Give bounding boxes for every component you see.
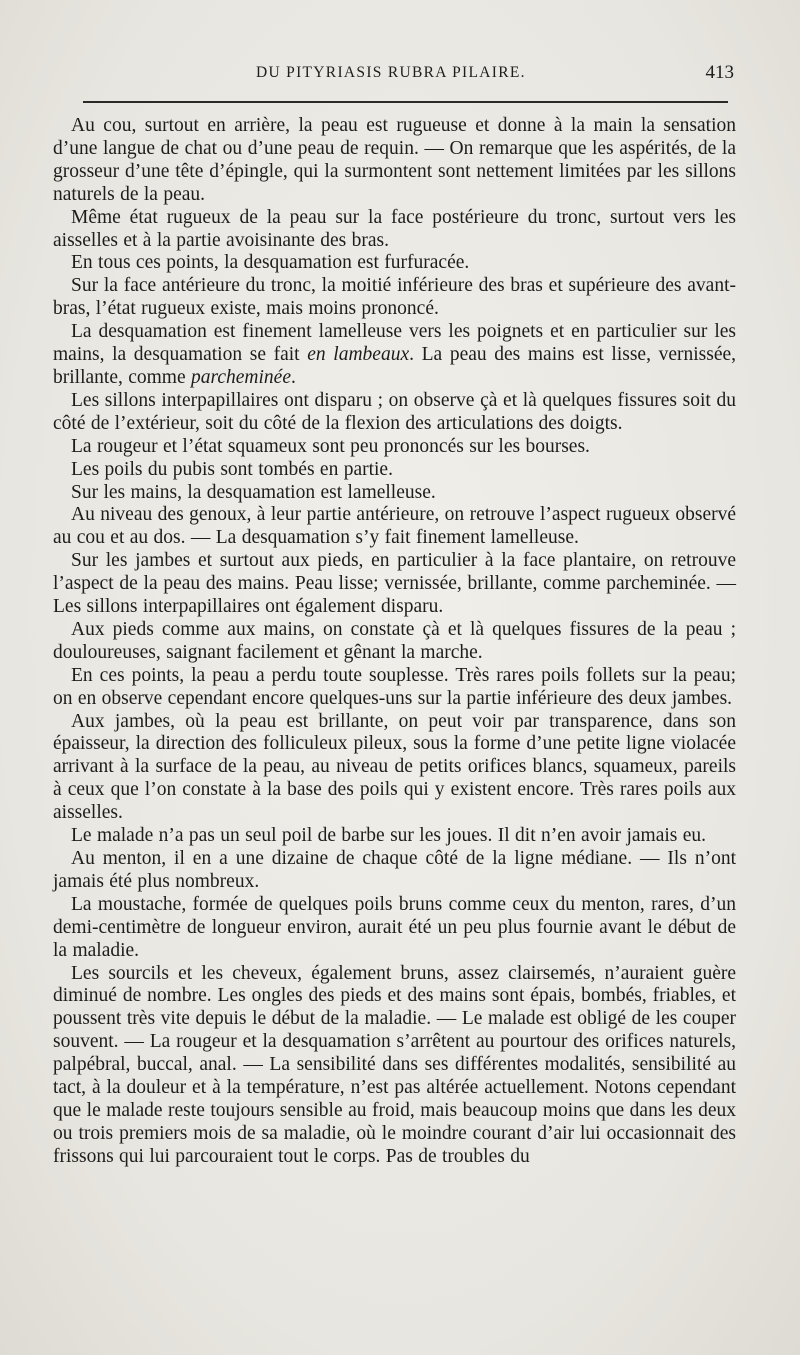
body-text <box>53 115 736 1169</box>
paragraph <box>53 275 736 321</box>
paragraph-text: Au cou, surtout en arrière, la peau est rugueuse et donne à la main la sensation d’une langue de chat ou d’une peau de requin. — On remarque que les aspérités, de la grosseur d’une tête d’épingle, qui la surmontent sont nettement limitées par les sillons naturels de la peau. <box>53 115 736 205</box>
paragraph <box>53 894 736 963</box>
page-number: 413 <box>705 62 734 83</box>
paragraph-text: Sur les jambes et surtout aux pieds, en particulier à la face plantaire, on retrouve l’aspect de la peau des mains. Peau lisse; vernissée, brillante, comme parcheminée. — Les sillons interpapillaires ont également disparu. <box>53 550 736 618</box>
paragraph-text: Les sillons interpapillaires ont disparu ; on observe çà et là quelques fissures soit du côté de l’extérieur, soit du côté de la flexion des articulations des doigts. <box>53 389 736 434</box>
paragraph <box>53 390 736 436</box>
paragraph <box>53 207 736 253</box>
paragraph-text: La desquamation est finement lamelleuse vers les poignets et en particulier sur les mains, la desquamation se fait <box>53 321 736 366</box>
paragraph <box>53 482 736 505</box>
paragraph-text: La rougeur et l’état squameux sont peu prononcés sur les bourses. <box>71 435 590 457</box>
paragraph <box>53 550 736 619</box>
paragraph <box>53 436 736 459</box>
paragraph-text: Les sourcils et les cheveux, également bruns, assez clairsemés, n’auraient guère diminué de nombre. Les ongles des pieds et des mains sont épais, bombés, friables, et poussent très vite depuis le début de la maladie. — Le malade est obligé de les couper souvent. — La rougeur et la desquamation s’arrêtent au pourtour des orifices naturels, palpébral, buccal, anal. — La sensibilité dans ses différentes modalités, sensibilité au tact, à la douleur et à la température, n’est pas altérée actuellement. Notons cependant que le malade reste toujours sensible au froid, mais beaucoup moins que dans les deux ou trois premiers mois de sa maladie, où le moindre courant d’air lui occasionnait des frissons qui lui parcouraient tout le corps. Pas de troubles du <box>53 962 736 1167</box>
paragraph <box>53 665 736 711</box>
paragraph-text: En ces points, la peau a perdu toute souplesse. Très rares poils follets sur la peau; on en observe cependant encore quelques-uns sur la partie inférieure des deux jambes. <box>53 664 736 709</box>
paragraph <box>53 848 736 894</box>
paragraph <box>53 459 736 482</box>
paragraph-text: Les poils du pubis sont tombés en partie. <box>71 458 393 480</box>
header-rule <box>83 101 728 103</box>
paragraph-text: Au niveau des genoux, à leur partie antérieure, on retrouve l’aspect rugueux observé au cou et au dos. — La desquamation s’y fait finement lamelleuse. <box>53 504 736 549</box>
paragraph <box>53 321 736 390</box>
paragraph-text: Sur les mains, la desquamation est lamelleuse. <box>71 481 436 503</box>
paragraph <box>53 115 736 207</box>
paragraph <box>53 252 736 275</box>
italic-text: en lambeaux <box>307 344 410 366</box>
paragraph-text: Sur la face antérieure du tronc, la moitié inférieure des bras et supérieure des avant-bras, l’état rugueux existe, mais moins prononcé. <box>53 275 736 320</box>
paragraph <box>53 963 736 1169</box>
paragraph-text: Le malade n’a pas un seul poil de barbe sur les joues. Il dit n’en avoir jamais eu. <box>71 825 707 847</box>
paragraph-text: Même état rugueux de la peau sur la face postérieure du tronc, surtout vers les aisselles et à la partie avoisinante des bras. <box>53 206 736 251</box>
paragraph <box>53 504 736 550</box>
paragraph <box>53 825 736 848</box>
paragraph-text: . La peau des mains est lisse, vernissée, brillante, comme <box>53 344 737 388</box>
italic-text: parcheminée <box>191 366 291 388</box>
running-title: DU PITYRIASIS RUBRA PILAIRE. <box>256 64 526 81</box>
paragraph-text: Aux pieds comme aux mains, on constate çà et là quelques fissures de la peau ; douloureuses, saignant facilement et gênant la marche. <box>53 618 736 663</box>
paragraph-text: En tous ces points, la desquamation est furfuracée. <box>71 252 470 274</box>
paragraph-text: Aux jambes, où la peau est brillante, on peut voir par transparence, dans son épaisseur, la direction des folliculeux pileux, sous la forme d’une petite ligne violacée arrivant à la surface de la peau, au niveau de petits orifices blancs, squameux, pareils à ceux que l’on constate à la base des poils qui y existent encore. Très rares poils aux aisselles. <box>53 710 736 824</box>
paragraph-text: La moustache, formée de quelques poils bruns comme ceux du menton, rares, d’un demi-centimètre de longueur environ, aurait été un peu plus fournie avant le début de la maladie. <box>53 893 736 961</box>
paragraph-text: Au menton, il en a une dizaine de chaque côté de la ligne médiane. — Ils n’ont jamais été plus nombreux. <box>53 848 736 892</box>
page-header <box>60 62 740 86</box>
paragraph <box>53 711 736 826</box>
paragraph-text: . <box>291 366 296 388</box>
paragraph <box>53 619 736 665</box>
